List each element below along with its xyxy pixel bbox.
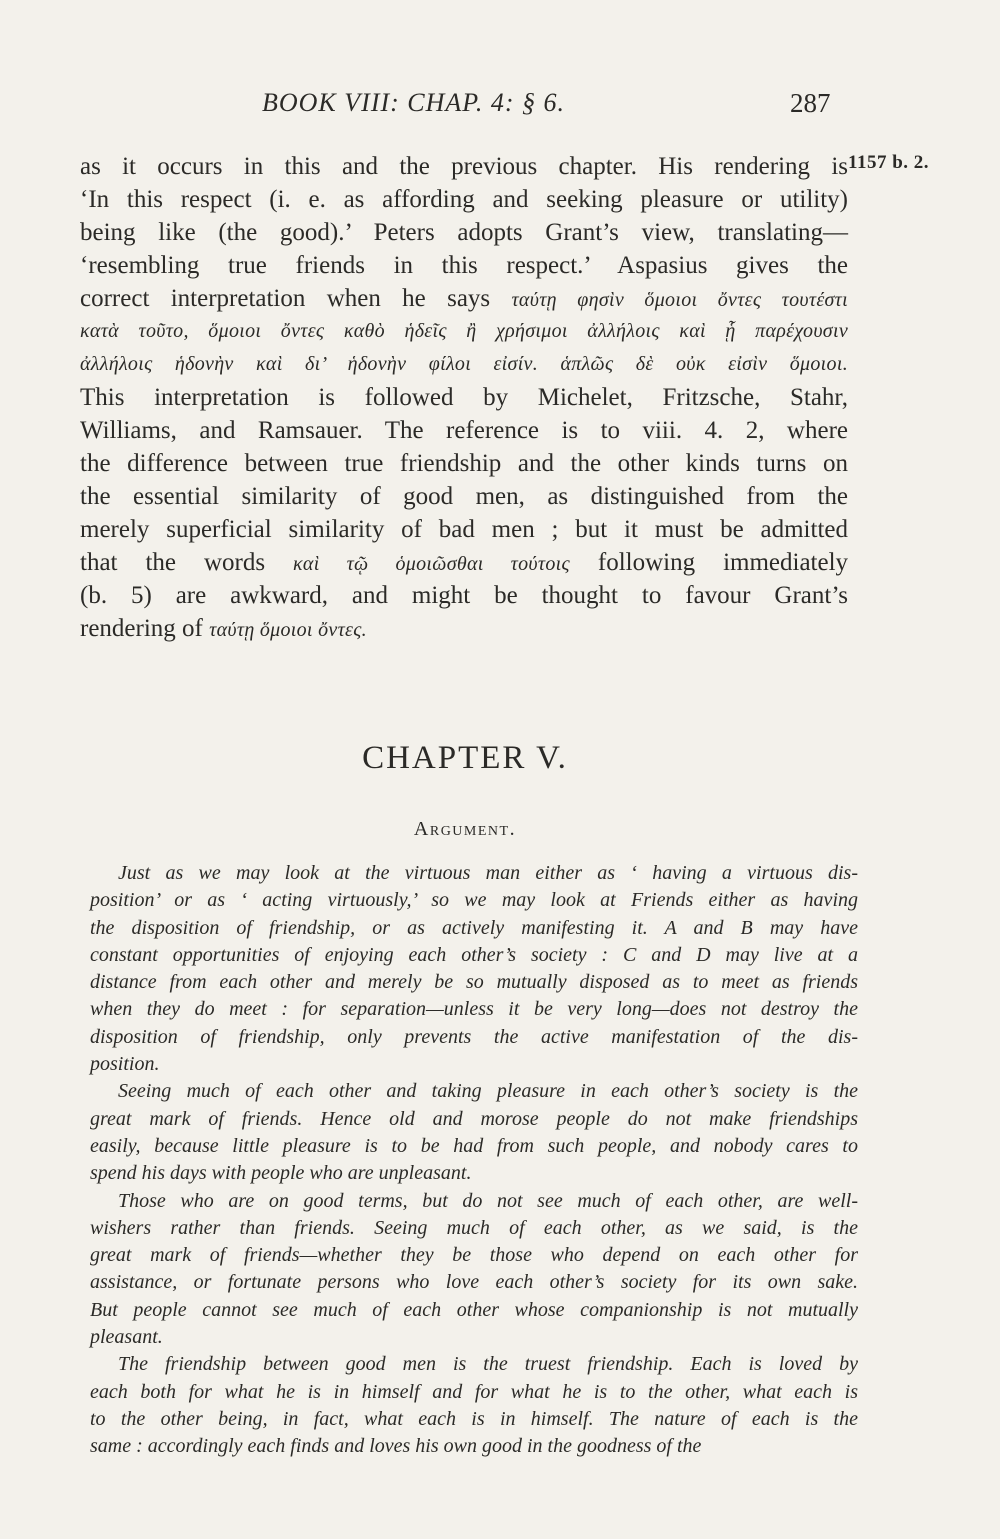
section-title: Argument. (413, 818, 517, 840)
margin-reference: 1157 b. 2. (848, 152, 930, 173)
argument-line: same : accordingly each finds and loves his own good in the goodness of the (90, 1435, 702, 1458)
argument-line: great mark of friends. Hence old and morose people do not make friendships (90, 1107, 858, 1130)
page-number: 287 (790, 88, 831, 118)
greek-quote: καὶ τῷ ὁμοιῶσθαι τούτοις (293, 553, 570, 575)
argument-line: The friendship between good men is the truest friendship. Each is loved by (118, 1353, 858, 1376)
body-line-text: rendering of (80, 615, 203, 642)
greek-quote: ταύτῃ φησὶν ὅμοιοι ὄντες τουτέστι (511, 289, 848, 311)
argument-line: to the other being, in fact, what each is in himself. The nature of each is the (90, 1407, 858, 1430)
chapter-title: CHAPTER V. (362, 740, 568, 776)
running-head: BOOK VIII: CHAP. 4: § 6. (262, 88, 565, 117)
greek-line: κατὰ τοῦτο, ὅμοιοι ὄντες καθὸ ἡδεῖς ἢ χρήσιμοι ἀλλήλοις καὶ ᾗ παρέχουσιν (80, 320, 848, 342)
body-line-text: that the words (80, 549, 266, 576)
argument-line: great mark of friends—whether they be those who depend on each other for (90, 1244, 858, 1267)
argument-text (90, 860, 858, 1461)
argument-line: disposition of friendship, only prevents the active manifestation of the dis- (90, 1025, 858, 1048)
argument-line: constant opportunities of enjoying each other’s society : C and D may live at a (90, 943, 858, 966)
body-line: (b. 5) are awkward, and might be thought to favour Grant’s (80, 582, 848, 609)
body-line: as it occurs in this and the previous chapter. His rendering is (80, 153, 848, 180)
greek-line: ἀλλήλοις ἡδονὴν καὶ δι’ ἡδονὴν φίλοι εἰσίν. ἁπλῶς δὲ οὐκ εἰσὶν ὅμοιοι. (80, 353, 848, 375)
argument-line: each both for what he is in himself and for what he is to the other, what each is (90, 1380, 858, 1403)
body-line-text: following immediately (597, 549, 849, 576)
body-line: being like (the good).’ Peters adopts Grant’s view, translating— (80, 219, 848, 246)
argument-paragraph (90, 860, 858, 1078)
argument-line: when they do meet : for separation—unless it be very long—does not destroy the (90, 998, 858, 1021)
body-line: Williams, and Ramsauer. The reference is to viii. 4. 2, where (80, 417, 848, 444)
argument-line: easily, because little pleasure is to be had from such people, and nobody cares to (90, 1134, 858, 1157)
greek-quote: ταύτῃ ὅμοιοι ὄντες. (209, 619, 367, 641)
argument-line: Seeing much of each other and taking pleasure in each other’s society is the (118, 1080, 858, 1103)
argument-line: wishers rather than friends. Seeing much of each other, as we said, is the (90, 1216, 858, 1239)
body-line (80, 546, 848, 579)
argument-line: position. (90, 1053, 160, 1076)
argument-line: Those who are on good terms, but do not see much of each other, are well- (118, 1189, 858, 1212)
argument-line: position’ or as ‘ acting virtuously,’ so we may look at Friends either as having (90, 889, 858, 912)
commentary-body (80, 150, 848, 645)
body-line: the difference between true friendship and the other kinds turns on (80, 450, 848, 477)
argument-line: But people cannot see much of each other whose companionship is not mutually (90, 1298, 858, 1321)
argument-line: spend his days with people who are unpleasant. (90, 1162, 472, 1185)
argument-line: the disposition of friendship, or as actively manifesting it. A and B may have (90, 916, 858, 939)
body-line: This interpretation is followed by Michelet, Fritzsche, Stahr, (80, 384, 848, 411)
argument-paragraph (90, 1351, 858, 1460)
body-line: the essential similarity of good men, as distinguished from the (80, 483, 848, 510)
body-line: ‘resembling true friends in this respect.’ Aspasius gives the (80, 252, 848, 279)
body-line-text: correct interpretation when he says (80, 285, 491, 312)
argument-line: pleasant. (90, 1326, 163, 1349)
body-line (80, 282, 848, 315)
body-line: ‘In this respect (i. e. as affording and seeking pleasure or utility) (80, 186, 848, 213)
argument-line: assistance, or fortunate persons who love each other’s society for its own sake. (90, 1271, 858, 1294)
body-line (80, 612, 848, 645)
body-line: merely superficial similarity of bad men ; but it must be admitted (80, 516, 848, 543)
argument-line: Just as we may look at the virtuous man either as ‘ having a virtuous dis- (118, 862, 858, 884)
argument-line: distance from each other and merely be so mutually disposed as to meet as friends (90, 971, 858, 994)
argument-paragraph (90, 1188, 858, 1352)
argument-paragraph (90, 1078, 858, 1187)
